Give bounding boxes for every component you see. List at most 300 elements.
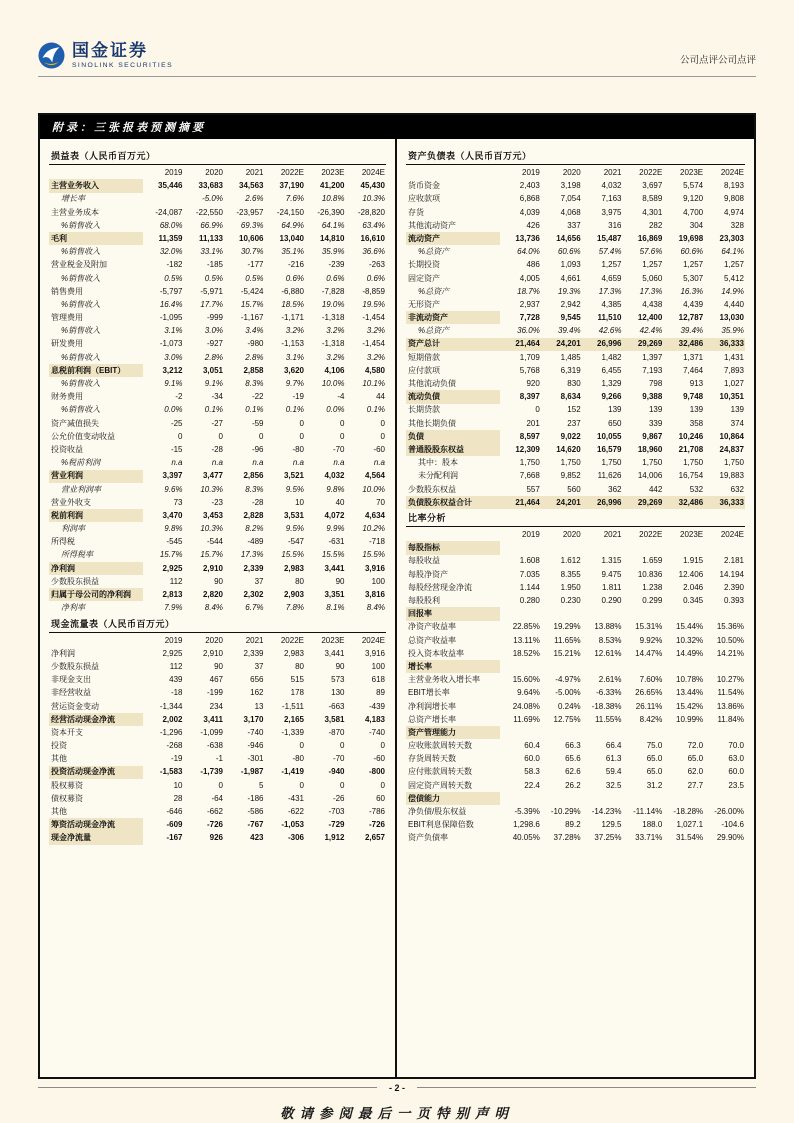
year-header: 2019 [164,168,183,177]
row-label: 净利润增长率 [408,701,456,711]
cell-value: 0 [380,741,385,751]
cell-value: 2,937 [519,299,540,309]
cell-value: 4,005 [519,273,540,283]
row-label: 应收账款周转天数 [408,741,472,751]
cell-value: 1.608 [519,556,540,566]
cell-value: -439 [368,701,385,711]
cell-value: 0 [299,431,304,441]
income_statement-title: 损益表（人民币百万元） [49,147,386,165]
row-label: 少数股东权益 [408,484,456,494]
cell-value: 129.5 [601,820,622,830]
cell-value: 9.1% [164,379,183,388]
row-label: 毛利 [49,232,143,245]
table-row [406,351,745,364]
cell-value: -631 [328,537,345,547]
income_statement-table [49,165,386,615]
cell-value: 12,787 [678,313,704,323]
cell-value: 39.4% [557,326,581,336]
cell-value: 656 [250,675,264,685]
cell-value: 0.230 [560,596,581,606]
balance_sheet-section [406,147,745,509]
row-label: 普通股股东权益 [406,443,500,456]
cell-value: 10 [173,780,183,790]
cell-value: 2.8% [245,352,264,362]
cell-value: 0.1% [366,405,385,415]
cell-value: -70 [332,754,345,764]
cell-value: n.a [171,458,183,468]
cell-value: 7,728 [519,313,540,323]
cell-value: 63.0 [728,754,744,764]
cell-value: -59 [251,418,264,428]
cell-value: 64.1% [721,247,744,257]
cell-value: 0 [299,418,304,428]
cell-value: 1.612 [560,556,581,566]
cell-value: 37,190 [279,181,304,191]
cell-value: 4,032 [324,471,345,481]
cell-value: 90 [214,576,223,586]
cell-value [704,726,745,739]
cell-value: 6,319 [560,365,581,375]
cell-value: 4,183 [364,714,385,724]
cell-value: 2,302 [243,590,264,599]
cell-value: 8.4% [366,603,385,613]
cell-value: 24,837 [719,444,744,454]
cell-value: -1,339 [281,727,304,737]
cell-value: 7,668 [519,471,540,481]
cell-value: -1,454 [362,339,385,349]
cell-value: 29,269 [622,338,663,351]
cell-value: 8,397 [519,392,540,402]
cell-value: 2,339 [243,563,264,573]
cell-value: 15.5% [321,550,345,560]
cell-value: -26,390 [317,207,345,217]
cell-value: 60.4 [524,741,540,751]
cell-value: -18 [170,688,183,698]
row-label: 少数股东损益 [51,576,99,586]
row-label: 主营业务收入增长率 [408,675,480,685]
cell-value: 3,816 [364,590,385,599]
cell-value: 12,309 [515,444,540,454]
cell-value: 3.1% [285,352,304,362]
table-row [49,259,386,272]
cell-value: -946 [247,741,264,751]
cell-value: 18.5% [281,299,304,309]
cell-value: 65.0 [687,754,704,764]
cell-value: 1,431 [723,352,744,362]
cell-value: 0 [340,741,345,751]
cell-value: -14.23% [591,807,622,817]
cell-value: 632 [730,484,744,494]
cell-value: -28 [211,444,223,454]
row-label: 负债股东权益合计 [406,496,500,509]
cell-value: 10.3% [362,194,385,204]
cell-value: 913 [689,379,704,388]
year-header: 2024E [720,168,744,177]
cell-value: 8.42% [639,714,663,724]
cell-value: 31.54% [676,833,704,843]
table-row [406,581,745,594]
cell-value: 14,006 [637,471,663,481]
cell-value: 3,477 [202,471,223,481]
cell-value: 59.4 [605,767,622,777]
cash_flow-title: 现金流量表（人民币百万元） [49,615,386,633]
table-row [49,430,386,443]
empty-header-cell [406,527,500,541]
ratios-year-header-row [406,527,745,541]
cell-value: 8.1% [326,603,345,613]
cell-value [500,726,541,739]
row-label: 每股股利 [408,596,440,606]
table-row [406,390,745,403]
cell-value: 7,464 [683,365,704,375]
cell-value: 10 [295,497,304,507]
cell-value: 14.21% [716,648,744,658]
cell-value: 11,359 [158,233,183,243]
cell-value: 35.9% [321,247,345,257]
cell-value: 60.0 [524,754,540,764]
row-label: 偿债能力 [406,792,500,805]
row-label: 其他流动资产 [408,220,456,230]
cell-value: -104.6 [721,820,744,830]
row-label: 财务费用 [51,392,83,402]
cell-value: 19.29% [553,622,581,632]
table-row [406,805,745,818]
cell-value: 234 [209,701,223,711]
cell-value: 60.6% [680,247,704,257]
cell-value: 2,165 [283,714,304,724]
row-label: 经营活动现金净流 [49,713,143,726]
cell-value [582,726,623,739]
cell-value: 64.0% [517,247,540,257]
cell-value: -663 [328,701,345,711]
cell-value: 44 [376,392,385,402]
table-row [49,179,386,192]
cell-value: -263 [368,260,385,270]
cell-value: 9.5% [285,484,304,494]
table-row [49,739,386,752]
cell-value: 618 [371,675,385,685]
row-label: %总资产 [418,326,450,336]
cell-value [663,607,704,620]
table-row [406,621,745,634]
cell-value: -268 [166,741,183,751]
table-row [406,555,745,568]
table-row [49,562,386,575]
cash_flow-table [49,633,386,845]
cell-value: 13,030 [719,313,744,323]
row-label: 无形资产 [408,299,440,309]
row-label: 流动资产 [406,232,500,245]
row-label: 息税前利润（EBIT） [49,364,143,377]
cell-value: 0 [178,431,183,441]
row-label: 增长率 [61,194,85,204]
cell-value: 14,810 [320,233,345,243]
cell-value [622,792,663,805]
cell-value: 0 [340,431,345,441]
row-label: %税前利润 [61,458,101,468]
table-row [406,456,745,469]
cell-value: 26,996 [582,338,623,351]
empty-header-cell [49,633,143,647]
cell-value: 8,589 [642,194,663,204]
cell-value: -24,087 [155,207,183,217]
row-label: 资产总计 [406,338,500,351]
table-row [49,726,386,739]
cell-value: 9.8% [164,524,183,534]
cell-value: -726 [206,820,223,830]
year-header: 2022E [639,168,663,177]
table-row [406,568,745,581]
cell-value: -27 [211,418,223,428]
cell-value: 4,580 [364,365,385,375]
left-column [40,139,397,1079]
table-row [406,766,745,779]
cell-value: 2,813 [162,590,183,599]
cell-value: 2,903 [283,590,304,599]
cell-value: 31.2 [646,780,663,790]
cell-value: 0.0% [164,405,183,415]
cell-value: 63.4% [362,220,385,230]
cell-value: 100 [371,576,385,586]
table-row [49,470,386,483]
cell-value: 23,303 [719,233,744,243]
cell-value: 16.4% [159,299,183,309]
row-label: %销售收入 [61,352,101,362]
table-row [49,496,386,509]
row-label: 应收款项 [408,194,440,204]
row-label: %销售收入 [61,220,101,230]
year-header: 2024E [361,635,385,645]
row-label: 少数股东损益 [51,661,99,671]
cell-value: 1,482 [601,352,622,362]
year-header: 2019 [164,635,183,645]
cell-value [663,792,704,805]
cell-value: 3,441 [324,563,345,573]
cell-value: 515 [290,675,304,685]
row-label: %销售收入 [61,273,101,283]
cell-value: 10.3% [200,484,223,494]
cell-value: -185 [206,260,223,270]
cell-value [541,792,582,805]
cell-value: -927 [206,339,223,349]
cell-value: -216 [287,260,304,270]
balance_sheet-year-header-row [406,165,745,179]
cell-value: 15.60% [512,675,540,685]
row-label: EBIT利息保障倍数 [408,820,474,830]
cell-value: 486 [526,260,540,270]
cell-value: 0 [299,741,304,751]
cell-value: -740 [368,727,385,737]
cell-value: 2,339 [243,648,264,658]
cell-value: 1,298.6 [513,820,540,830]
table-row [406,206,745,219]
cell-value: 36,333 [704,496,745,509]
cell-value: 69.3% [240,220,264,230]
table-row [49,509,386,522]
year-header: 2023E [321,635,345,645]
cell-value: -1,454 [362,313,385,323]
row-label: 非现金支出 [51,675,91,685]
cell-value: -301 [247,754,264,764]
cell-value: 12.61% [594,648,622,658]
cell-value: -28,820 [357,207,385,217]
cell-value [622,541,663,554]
table-row [406,364,745,377]
cell-value: 0.5% [245,273,264,283]
table-row [406,377,745,390]
cell-value: -980 [247,339,264,349]
cell-value: 37 [254,661,264,671]
cell-value: -19 [292,392,304,402]
cell-value: n.a [373,458,385,468]
table-row [406,193,745,206]
cell-value: 5 [259,780,264,790]
cell-value: -1,153 [281,339,304,349]
cell-value [663,541,704,554]
cell-value: 358 [689,418,704,428]
table-row [406,311,745,324]
cell-value: 33.1% [200,247,223,257]
cell-value: -199 [206,688,223,698]
table-row [49,713,386,726]
cell-value: 2,942 [560,299,581,309]
cell-value: 65.0 [646,754,663,764]
cell-value: 7,054 [560,194,581,204]
cell-value: 10.0% [362,484,385,494]
cell-value: 2,820 [202,590,223,599]
cell-value: 112 [169,576,183,586]
cell-value: 61.3 [605,754,622,764]
footer-rule [38,1083,756,1097]
cell-value: 14.47% [635,648,663,658]
row-label: 其他 [51,754,67,764]
table-row [406,259,745,272]
table-row [49,601,386,614]
cell-value: 33.71% [635,833,663,843]
cell-value: 3,198 [560,181,581,191]
cell-value: 26.65% [635,688,663,698]
cell-value: 139 [648,405,663,415]
row-label: 其他流动负债 [408,379,456,388]
cell-value: 35,446 [158,181,183,191]
cell-value: n.a [333,458,345,468]
cell-value: -5.39% [514,807,540,817]
table-row [49,575,386,588]
cell-value: 60.6% [557,247,581,257]
cell-value: -544 [206,537,223,547]
cell-value: 100 [371,661,385,671]
ratios-title: 比率分析 [406,509,745,527]
cell-value: 66.3 [565,741,581,751]
cell-value: 4,068 [560,207,581,217]
row-label: 营运资金变动 [51,701,99,711]
row-label: 短期借款 [408,352,440,362]
cell-value: 58.3 [524,767,540,777]
year-header: 2023E [680,530,704,540]
cell-value: -1,095 [159,313,183,323]
cell-value: 5,768 [519,365,540,375]
cell-value: 3,916 [364,648,385,658]
cell-value: 36.0% [517,326,540,336]
cell-value: 8,597 [519,431,540,441]
balance_sheet-table [406,165,745,509]
table-row [49,390,386,403]
table-row [406,673,745,686]
table-row [49,417,386,430]
cell-value: 4,659 [601,273,622,283]
table-row [49,272,386,285]
cell-value: 830 [567,379,581,388]
table-row [406,483,745,496]
cell-value [582,660,623,673]
cell-value [663,726,704,739]
cell-value: 316 [608,220,622,230]
cell-value: -15 [170,444,183,454]
cell-value: 0.1% [204,405,223,415]
cell-value: 17.3% [240,550,264,560]
cell-value: 35.9% [721,326,744,336]
brand-name-cn: 国金证券 [72,41,148,60]
row-label: 净利润 [51,648,75,658]
cell-value: 19,698 [678,233,704,243]
cell-value: 7.8% [285,603,304,613]
cell-value: 2,983 [283,648,304,658]
cell-value: 10.836 [637,569,663,579]
cell-value: 3,441 [324,648,345,658]
cell-value: 15.7% [200,550,223,560]
cell-value: 282 [648,220,663,230]
table-row [49,549,386,562]
table-row [406,298,745,311]
cell-value: -8,859 [362,286,385,296]
cell-value: 21,464 [500,338,541,351]
row-label: 应付账款周转天数 [408,767,472,777]
table-row [406,430,745,443]
cell-value: 33,683 [198,181,223,191]
cell-value: 339 [648,418,663,428]
cell-value: 62.6 [565,767,581,777]
cell-value: 13 [254,701,264,711]
cell-value: 9,808 [723,194,744,204]
row-label: EBIT增长率 [408,688,450,698]
cell-value: 12,400 [637,313,663,323]
cell-value: 16,610 [360,233,385,243]
row-label: 投资收益 [51,444,83,454]
cell-value: 11,133 [198,233,223,243]
row-label: 净负债/股东权益 [408,807,467,817]
cell-value: 304 [689,220,704,230]
cell-value: 90 [335,576,345,586]
cell-value [500,541,541,554]
cell-value: 10,055 [597,431,622,441]
cell-value: 1.659 [642,556,663,566]
cell-value: -662 [206,807,223,817]
table-row [49,647,386,660]
cell-value: 14.49% [676,648,704,658]
cell-value [143,193,184,206]
cell-value: 201 [526,418,540,428]
cell-value: 18.52% [512,648,540,658]
cell-value: 14,656 [556,233,581,243]
row-label: %销售收入 [61,299,101,309]
cell-value: 4,301 [642,207,663,217]
cell-value: 0 [535,405,540,415]
cell-value: 4,564 [364,471,385,481]
cell-value [622,726,663,739]
ratios-table [406,527,745,845]
cell-value: 439 [169,675,183,685]
cell-value: 237 [567,418,581,428]
